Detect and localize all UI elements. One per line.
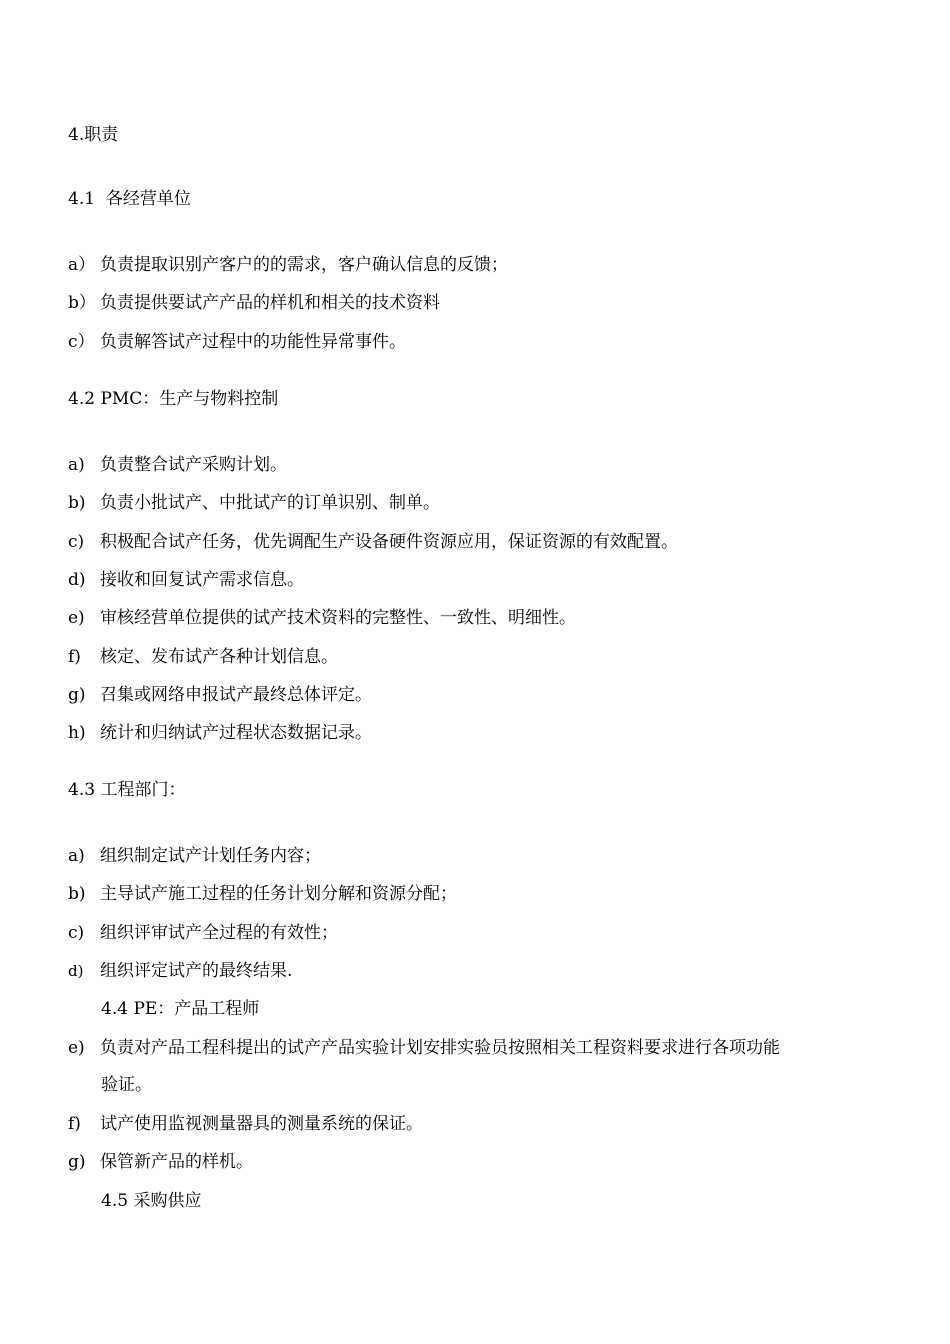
- list-item-text: 统计和归纳试产过程状态数据记录。: [100, 723, 372, 743]
- list-item: [68, 646, 338, 668]
- list-marker: e): [68, 1038, 85, 1058]
- list-marker: a): [68, 455, 85, 475]
- list-marker: f): [68, 1114, 81, 1134]
- list-item: [68, 1151, 253, 1173]
- section-4-3-title: 4.3 工程部门：: [68, 780, 186, 800]
- list-item: [68, 1113, 423, 1135]
- list-marker: h): [68, 723, 86, 743]
- list-item-text: 组织评审试产全过程的有效性；: [100, 923, 338, 943]
- list-marker: c）: [68, 332, 95, 352]
- list-item: [68, 607, 576, 629]
- list-item-text: 积极配合试产任务，优先调配生产设备硬件资源应用，保证资源的有效配置。: [100, 532, 678, 552]
- list-item-text: 主导试产施工过程的任务计划分解和资源分配；: [100, 884, 457, 904]
- list-item-text: 负责对产品工程科提出的试产产品实验计划安排实验员按照相关工程资料要求进行各项功能: [100, 1038, 780, 1058]
- list-item-continuation: 验证。: [101, 1075, 152, 1095]
- list-item: [68, 292, 440, 314]
- list-marker: b): [68, 493, 86, 513]
- list-item-text: 接收和回复试产需求信息。: [100, 570, 304, 590]
- section-4-5-title: 4.5 采购供应: [101, 1191, 202, 1211]
- list-item: [68, 684, 372, 706]
- section-4-1-title: 4.1 各经营单位: [68, 189, 191, 209]
- list-marker: b): [68, 884, 86, 904]
- list-item-text: 审核经营单位提供的试产技术资料的完整性、一致性、明细性。: [100, 608, 576, 628]
- list-marker: b）: [68, 293, 96, 313]
- list-item: [68, 845, 321, 867]
- list-marker: e): [68, 608, 85, 628]
- list-item: [68, 492, 440, 514]
- list-item-text: 组织评定试产的最终结果.: [100, 961, 293, 981]
- list-marker: c): [68, 532, 85, 552]
- list-marker: c): [68, 923, 85, 943]
- list-item-text: 负责整合试产采购计划。: [100, 455, 287, 475]
- list-item-text: 负责提供要试产产品的样机和相关的技术资料: [100, 293, 440, 313]
- list-item: [68, 454, 287, 476]
- list-item: [68, 331, 406, 353]
- list-item: [68, 569, 304, 591]
- list-marker: g): [68, 685, 86, 705]
- list-item: [68, 883, 457, 905]
- list-item-text: 试产使用监视测量器具的测量系统的保证。: [100, 1114, 423, 1134]
- list-item-text: 组织制定试产计划任务内容；: [100, 846, 321, 866]
- list-item-text: 召集或网络申报试产最终总体评定。: [100, 685, 372, 705]
- list-marker: a): [68, 846, 85, 866]
- section-4-2-title: 4.2 PMC：生产与物料控制: [68, 389, 279, 409]
- list-item-text: 核定、发布试产各种计划信息。: [100, 647, 338, 667]
- list-marker: d): [68, 962, 84, 980]
- heading-4: 4.职责: [68, 125, 119, 145]
- list-item-text: 负责提取识别产客户的的需求，客户确认信息的反馈；: [100, 255, 508, 275]
- list-item: [68, 531, 678, 553]
- list-item: [68, 960, 292, 982]
- list-item: [68, 722, 372, 744]
- list-marker: d): [68, 570, 86, 590]
- list-item-text: 负责解答试产过程中的功能性异常事件。: [100, 332, 406, 352]
- list-marker: a）: [68, 255, 96, 275]
- list-marker: f): [68, 647, 81, 667]
- list-item: [68, 1037, 780, 1059]
- section-4-4-title: 4.4 PE：产品工程师: [101, 999, 260, 1019]
- list-marker: g): [68, 1152, 86, 1172]
- list-item: [68, 922, 338, 944]
- list-item-text: 保管新产品的样机。: [100, 1152, 253, 1172]
- list-item: [68, 254, 508, 276]
- list-item-text: 负责小批试产、中批试产的订单识别、制单。: [100, 493, 440, 513]
